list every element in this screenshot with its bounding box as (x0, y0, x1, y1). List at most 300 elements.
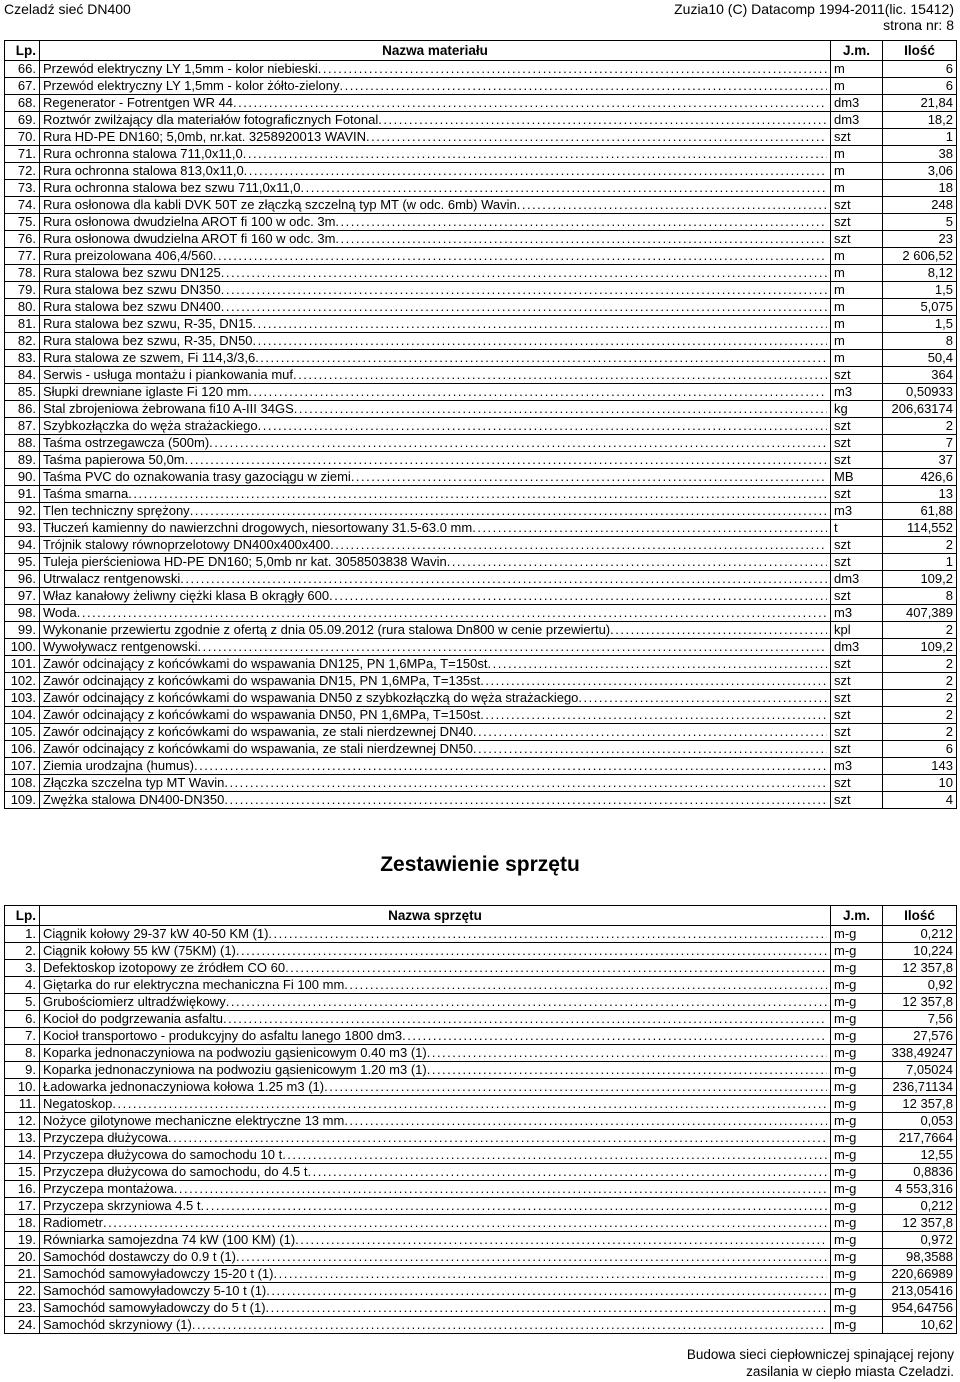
item-name: Nożyce gilotynowe mechaniczne elektryczne 13 mm (43, 1113, 345, 1128)
dot-leader (378, 112, 827, 128)
table-row (5, 656, 957, 673)
row-number: 90. (5, 469, 40, 486)
item-unit: szt (831, 792, 883, 809)
item-name: Słupki drewniane iglaste Fi 120 mm (43, 384, 249, 399)
item-name: Samochód samowyładowczy 15-20 t (1) (43, 1266, 274, 1281)
dot-leader (221, 299, 827, 315)
item-quantity: 18 (883, 180, 957, 197)
item-unit: m-g (831, 1164, 883, 1181)
item-name: Przewód elektryczny LY 1,5mm - kolor niebieski (43, 61, 318, 76)
table-row (5, 486, 957, 503)
dot-leader (198, 639, 828, 655)
dot-leader (266, 1300, 827, 1316)
item-unit: dm3 (831, 639, 883, 656)
item-quantity: 2 (883, 418, 957, 435)
item-name-cell (40, 571, 831, 588)
item-unit: dm3 (831, 112, 883, 129)
item-quantity: 6 (883, 78, 957, 95)
footer-line: Budowa sieci ciepłowniczej spinającej rejony (686, 1347, 954, 1362)
item-quantity: 338,49247 (883, 1045, 957, 1062)
item-name: Rura ochronna stalowa 813,0x11,0 (43, 163, 244, 178)
item-unit: dm3 (831, 95, 883, 112)
dot-leader (274, 1266, 828, 1282)
col-header-unit: J.m. (831, 41, 883, 61)
dot-leader (174, 1181, 827, 1197)
table-row (5, 469, 957, 486)
item-name-cell (40, 418, 831, 435)
item-name: Przyczepa dłużycowa do samochodu, do 4.5 t (43, 1164, 308, 1179)
table-row (5, 129, 957, 146)
item-name-cell (40, 95, 831, 112)
dot-leader (427, 1045, 827, 1061)
item-quantity: 248 (883, 197, 957, 214)
item-quantity: 8,12 (883, 265, 957, 282)
dot-leader (244, 163, 827, 179)
row-number: 73. (5, 180, 40, 197)
item-quantity: 3,06 (883, 163, 957, 180)
row-number: 100. (5, 639, 40, 656)
row-number: 89. (5, 452, 40, 469)
item-quantity: 2 (883, 622, 957, 639)
item-quantity: 109,2 (883, 571, 957, 588)
row-number: 79. (5, 282, 40, 299)
table-row (5, 758, 957, 775)
row-number: 78. (5, 265, 40, 282)
row-number: 67. (5, 78, 40, 95)
row-number: 82. (5, 333, 40, 350)
item-name: Właz kanałowy żeliwny ciężki klasa B okrągły 600 (43, 588, 330, 603)
item-name-cell (40, 214, 831, 231)
item-quantity: 6 (883, 61, 957, 78)
item-unit: m-g (831, 1317, 883, 1334)
item-quantity: 5,075 (883, 299, 957, 316)
item-quantity: 220,66989 (883, 1266, 957, 1283)
table-row (5, 112, 957, 129)
item-unit: kpl (831, 622, 883, 639)
dot-leader (266, 1283, 827, 1299)
item-quantity: 38 (883, 146, 957, 163)
item-quantity: 8 (883, 333, 957, 350)
item-unit: szt (831, 537, 883, 554)
item-name: Przyczepa skrzyniowa 4.5 t (43, 1198, 201, 1213)
item-quantity: 114,552 (883, 520, 957, 537)
item-quantity: 12 357,8 (883, 994, 957, 1011)
item-quantity: 0,053 (883, 1113, 957, 1130)
item-name: Zawór odcinający z końcówkami do wspawania DN50, PN 1,6MPa, T=150st (43, 707, 481, 722)
item-name-cell (40, 605, 831, 622)
dot-leader (233, 95, 827, 111)
item-name: Rura osłonowa dwudzielna AROT fi 160 w odc. 3m (43, 231, 336, 246)
row-number: 19. (5, 1232, 40, 1249)
row-number: 92. (5, 503, 40, 520)
item-unit: m-g (831, 1011, 883, 1028)
table-row (5, 146, 957, 163)
item-name-cell (40, 775, 831, 792)
item-unit: m3 (831, 605, 883, 622)
item-name-cell (40, 926, 831, 943)
item-quantity: 12 357,8 (883, 1096, 957, 1113)
row-number: 11. (5, 1096, 40, 1113)
item-unit: m-g (831, 994, 883, 1011)
dot-leader (226, 994, 827, 1010)
item-quantity: 213,05416 (883, 1283, 957, 1300)
row-number: 106. (5, 741, 40, 758)
item-name-cell (40, 1266, 831, 1283)
item-name-cell (40, 1028, 831, 1045)
row-number: 10. (5, 1079, 40, 1096)
row-number: 101. (5, 656, 40, 673)
item-name: Samochód skrzyniowy (1) (43, 1317, 192, 1332)
item-quantity: 1 (883, 129, 957, 146)
item-name-cell (40, 960, 831, 977)
item-name-cell (40, 707, 831, 724)
item-name: Utrwalacz rentgenowski (43, 571, 181, 586)
item-quantity: 2 (883, 707, 957, 724)
item-name-cell (40, 401, 831, 418)
item-unit: m (831, 180, 883, 197)
item-name-cell (40, 1215, 831, 1232)
table-row (5, 316, 957, 333)
item-name-cell (40, 656, 831, 673)
item-name: Zawór odcinający z końcówkami do wspawania, ze stali nierdzewnej DN40 (43, 724, 473, 739)
item-unit: m-g (831, 1283, 883, 1300)
dot-leader (351, 469, 827, 485)
row-number: 3. (5, 960, 40, 977)
item-name: Samochód samowyładowczy 5-10 t (1) (43, 1283, 267, 1298)
item-quantity: 0,92 (883, 977, 957, 994)
section-title-equipment: Zestawienie sprzętu (380, 853, 580, 876)
dot-leader (253, 333, 827, 349)
item-name: Zawór odcinający z końcówkami do wspawania, ze stali nierdzewnej DN50 (43, 741, 473, 756)
row-number: 22. (5, 1283, 40, 1300)
item-name-cell (40, 469, 831, 486)
item-unit: m (831, 350, 883, 367)
table-row (5, 622, 957, 639)
dot-leader (301, 180, 827, 196)
dot-leader (192, 1317, 827, 1333)
item-name-cell (40, 180, 831, 197)
item-name-cell (40, 741, 831, 758)
dot-leader (366, 129, 827, 145)
item-name: Rura stalowa bez szwu DN400 (43, 299, 221, 314)
table-row (5, 299, 957, 316)
table-row (5, 741, 957, 758)
dot-leader (236, 943, 827, 959)
item-unit: m (831, 299, 883, 316)
item-name-cell (40, 231, 831, 248)
dot-leader (318, 61, 827, 77)
item-name-cell (40, 384, 831, 401)
item-name: Zawór odcinający z końcówkami do wspawania DN50 z szybkozłączką do węża strażackiego (43, 690, 579, 705)
item-unit: t (831, 520, 883, 537)
item-name-cell (40, 1113, 831, 1130)
item-unit: m-g (831, 1113, 883, 1130)
equipment-table (4, 905, 957, 1334)
row-number: 93. (5, 520, 40, 537)
table-row (5, 588, 957, 605)
dot-leader (221, 265, 827, 281)
row-number: 18. (5, 1215, 40, 1232)
row-number: 97. (5, 588, 40, 605)
dot-leader (209, 435, 827, 451)
item-name: Serwis - usługa montażu i piankowania muf (43, 367, 294, 382)
row-number: 68. (5, 95, 40, 112)
item-name-cell (40, 112, 831, 129)
row-number: 23. (5, 1300, 40, 1317)
item-name: Taśma papierowa 50,0m (43, 452, 185, 467)
item-unit: szt (831, 690, 883, 707)
item-unit: m-g (831, 926, 883, 943)
dot-leader (258, 418, 827, 434)
item-unit: m (831, 333, 883, 350)
item-unit: m-g (831, 1266, 883, 1283)
item-quantity: 12 357,8 (883, 1215, 957, 1232)
item-name: Woda (43, 605, 77, 620)
row-number: 16. (5, 1181, 40, 1198)
item-name: Negatoskop (43, 1096, 113, 1111)
item-name-cell (40, 248, 831, 265)
table-row (5, 1232, 957, 1249)
table-row (5, 926, 957, 943)
table-row (5, 367, 957, 384)
dot-leader (488, 656, 827, 672)
dot-leader (168, 1130, 827, 1146)
item-name: Przyczepa montażowa (43, 1181, 174, 1196)
dot-leader (427, 1062, 827, 1078)
dot-leader (112, 1096, 827, 1112)
col-header-quantity: Ilość (883, 41, 957, 61)
item-name: Rura stalowa ze szwem, Fi 114,3/3,6 (43, 350, 256, 365)
item-quantity: 364 (883, 367, 957, 384)
item-quantity: 7,56 (883, 1011, 957, 1028)
item-name: Ziemia urodzajna (humus) (43, 758, 195, 773)
item-quantity: 217,7664 (883, 1130, 957, 1147)
item-unit: m3 (831, 384, 883, 401)
item-name-cell (40, 1130, 831, 1147)
item-unit: m-g (831, 1181, 883, 1198)
item-name: Równiarka samojezdna 74 kW (100 KM) (1) (43, 1232, 296, 1247)
item-name: Taśma smarna (43, 486, 129, 501)
item-name-cell (40, 690, 831, 707)
row-number: 15. (5, 1164, 40, 1181)
table-row (5, 707, 957, 724)
item-name: Kocioł do podgrzewania asfaltu (43, 1011, 223, 1026)
item-quantity: 21,84 (883, 95, 957, 112)
item-name-cell (40, 1317, 831, 1334)
item-name-cell (40, 435, 831, 452)
row-number: 72. (5, 163, 40, 180)
row-number: 96. (5, 571, 40, 588)
dot-leader (335, 231, 827, 247)
item-quantity: 98,3588 (883, 1249, 957, 1266)
item-name-cell (40, 1062, 831, 1079)
table-row (5, 1045, 957, 1062)
item-name: Tuleja pierścieniowa HD-PE DN160; 5,0mb nr kat. 3058503838 Wavin (43, 554, 447, 569)
item-name: Samochód samowyładowczy do 5 t (1) (43, 1300, 266, 1315)
item-name: Taśma PVC do oznakowania trasy gazociągu w ziemi (43, 469, 351, 484)
table-row (5, 1011, 957, 1028)
dot-leader (213, 248, 827, 264)
table-row (5, 1181, 957, 1198)
item-name-cell (40, 367, 831, 384)
item-unit: m (831, 146, 883, 163)
row-number: 109. (5, 792, 40, 809)
item-name-cell (40, 673, 831, 690)
item-name-cell (40, 299, 831, 316)
item-unit: szt (831, 486, 883, 503)
item-unit: szt (831, 673, 883, 690)
item-name-cell (40, 520, 831, 537)
dot-leader (344, 977, 827, 993)
row-number: 17. (5, 1198, 40, 1215)
table-row (5, 537, 957, 554)
item-unit: m-g (831, 1079, 883, 1096)
item-name-cell (40, 78, 831, 95)
table-row (5, 1164, 957, 1181)
table-row (5, 520, 957, 537)
row-number: 71. (5, 146, 40, 163)
item-unit: m-g (831, 1147, 883, 1164)
dot-leader (339, 78, 827, 94)
item-quantity: 6 (883, 741, 957, 758)
item-name: Defektoskop izotopowy ze źródłem CO 60 (43, 960, 286, 975)
item-name: Złączka szczelna typ MT Wavin (43, 775, 225, 790)
item-unit: m (831, 248, 883, 265)
row-number: 80. (5, 299, 40, 316)
item-quantity: 2 (883, 724, 957, 741)
row-number: 102. (5, 673, 40, 690)
item-name-cell (40, 622, 831, 639)
item-name: Przyczepa dłużycowa (43, 1130, 168, 1145)
item-unit: m (831, 61, 883, 78)
row-number: 5. (5, 994, 40, 1011)
table-row (5, 180, 957, 197)
dot-leader (330, 537, 827, 553)
row-number: 75. (5, 214, 40, 231)
row-number: 8. (5, 1045, 40, 1062)
dot-leader (295, 1232, 827, 1248)
item-quantity: 0,50933 (883, 384, 957, 401)
item-name: Rura osłonowa dwudzielna AROT fi 100 w odc. 3m (43, 214, 336, 229)
item-quantity: 2 (883, 656, 957, 673)
item-name: Rura stalowa bez szwu, R-35, DN50 (43, 333, 253, 348)
row-number: 107. (5, 758, 40, 775)
item-unit: szt (831, 231, 883, 248)
item-name: Grubościomierz ultradźwiękowy (43, 994, 226, 1009)
item-quantity: 12 357,8 (883, 960, 957, 977)
table-row (5, 1028, 957, 1045)
dot-leader (223, 1011, 827, 1027)
item-name: Zawór odcinający z końcówkami do wspawania DN125, PN 1,6MPa, T=150st (43, 656, 488, 671)
item-name-cell (40, 350, 831, 367)
row-number: 70. (5, 129, 40, 146)
table-row (5, 554, 957, 571)
row-number: 12. (5, 1113, 40, 1130)
item-name: Giętarka do rur elektryczna mechaniczna Fi 100 mm (43, 977, 345, 992)
dot-leader (201, 1198, 827, 1214)
page-number: strona nr: 8 (883, 17, 954, 33)
item-quantity: 50,4 (883, 350, 957, 367)
item-name: Wykonanie przewiertu zgodnie z ofertą z dnia 05.09.2012 (rura stalowa Dn800 w cenie przewiertu) (43, 622, 611, 637)
item-name-cell (40, 1079, 831, 1096)
item-quantity: 0,8836 (883, 1164, 957, 1181)
dot-leader (335, 214, 827, 230)
item-name: Ładowarka jednonaczyniowa kołowa 1.25 m3 (1) (43, 1079, 325, 1094)
program-info: Zuzia10 (C) Datacomp 1994-2011(lic. 15412) (674, 1, 954, 17)
item-quantity: 2 (883, 673, 957, 690)
item-name-cell (40, 977, 831, 994)
item-unit: m-g (831, 943, 883, 960)
item-name: Rura stalowa bez szwu, R-35, DN15 (43, 316, 253, 331)
row-number: 94. (5, 537, 40, 554)
document-header-right (674, 1, 954, 33)
col-header-name: Nazwa sprzętu (40, 906, 831, 926)
item-quantity: 1 (883, 554, 957, 571)
col-header-lp: Lp. (5, 41, 40, 61)
row-number: 91. (5, 486, 40, 503)
row-number: 104. (5, 707, 40, 724)
item-name-cell (40, 588, 831, 605)
item-name: Koparka jednonaczyniowa na podwoziu gąsienicowym 1.20 m3 (1) (43, 1062, 427, 1077)
item-unit: m3 (831, 503, 883, 520)
table-row (5, 95, 957, 112)
row-number: 76. (5, 231, 40, 248)
item-quantity: 0,212 (883, 926, 957, 943)
dot-leader (221, 282, 827, 298)
item-quantity: 2 (883, 537, 957, 554)
item-name-cell (40, 758, 831, 775)
dot-leader (224, 775, 827, 791)
item-quantity: 37 (883, 452, 957, 469)
row-number: 85. (5, 384, 40, 401)
dot-leader (253, 316, 827, 332)
item-unit: szt (831, 554, 883, 571)
item-unit: m-g (831, 1062, 883, 1079)
table-row (5, 639, 957, 656)
footer-line: zasilania w ciepło miasta Czeladzi. (746, 1364, 954, 1379)
item-unit: m-g (831, 1198, 883, 1215)
table-row (5, 333, 957, 350)
item-name: Roztwór zwilżający dla materiałów fotograficznych Fotonal (43, 112, 379, 127)
dot-leader (255, 350, 827, 366)
dot-leader (248, 384, 827, 400)
dot-leader (243, 146, 827, 162)
item-name-cell (40, 1011, 831, 1028)
item-quantity: 0,212 (883, 1198, 957, 1215)
item-quantity: 7,05024 (883, 1062, 957, 1079)
item-unit: szt (831, 656, 883, 673)
table-row (5, 1079, 957, 1096)
item-quantity: 5 (883, 214, 957, 231)
table-row (5, 384, 957, 401)
item-name-cell (40, 537, 831, 554)
item-quantity: 2 606,52 (883, 248, 957, 265)
item-name-cell (40, 1283, 831, 1300)
table-row (5, 690, 957, 707)
row-number: 84. (5, 367, 40, 384)
table-row (5, 1130, 957, 1147)
table-row (5, 231, 957, 248)
item-name-cell (40, 1198, 831, 1215)
table-row (5, 61, 957, 78)
item-unit: m-g (831, 1249, 883, 1266)
dot-leader (190, 503, 827, 519)
item-name: Ciągnik kołowy 29-37 kW 40-50 KM (1) (43, 926, 269, 941)
table-row (5, 214, 957, 231)
dot-leader (77, 605, 827, 621)
item-name: Przyczepa dłużycowa do samochodu 10 t (43, 1147, 283, 1162)
dot-leader (473, 724, 827, 740)
